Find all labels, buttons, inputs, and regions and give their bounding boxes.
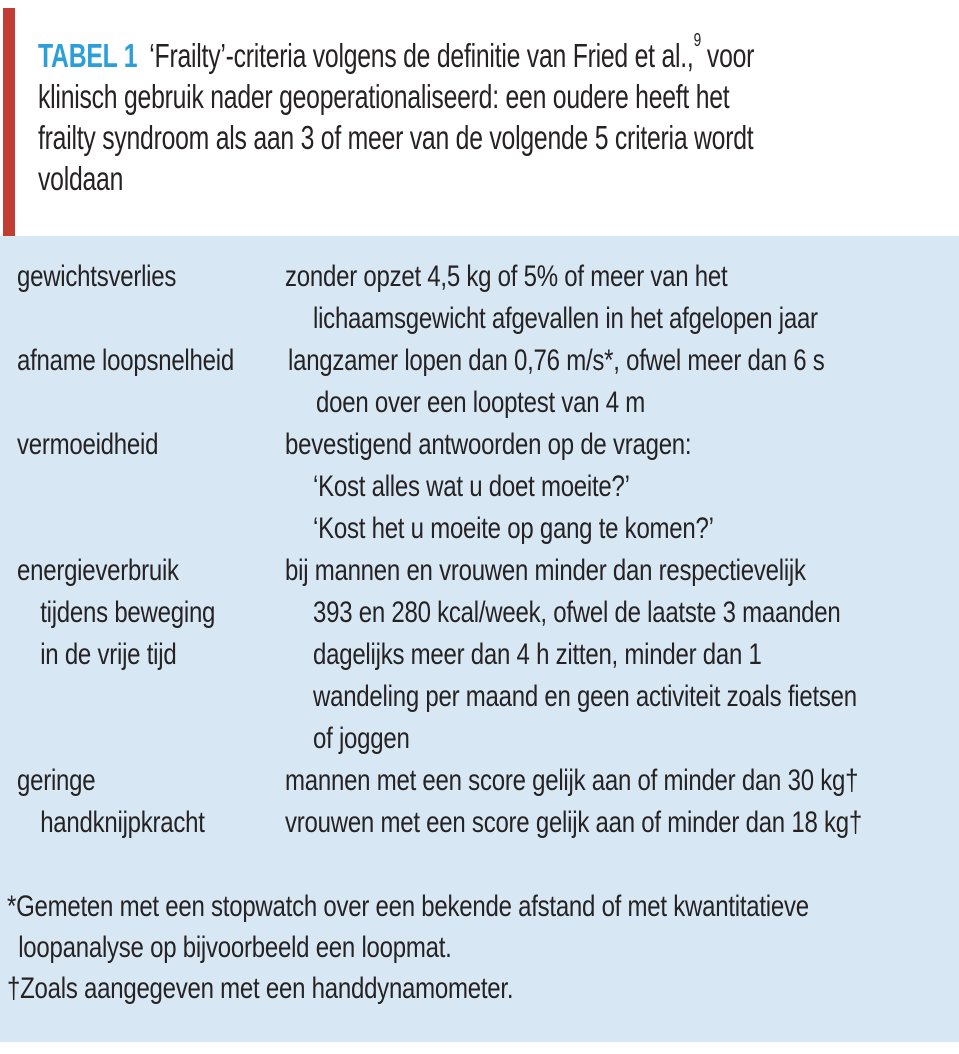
criterion-description — [285, 550, 959, 760]
table-header — [38, 29, 953, 199]
term-line: afname loopsnelheid — [17, 344, 234, 377]
desc-line: zonder opzet 4,5 kg of 5% of meer van het — [285, 260, 728, 293]
criterion-description — [285, 760, 959, 844]
desc-line: lichaamsgewicht afgevallen in het afgelopen jaar — [313, 302, 818, 335]
table-label: TABEL 1 — [38, 37, 138, 74]
criterion-row — [0, 424, 959, 550]
reference-superscript: 9 — [693, 29, 701, 50]
desc-line: dagelijks meer dan 4 h zitten, minder dan 1 — [313, 638, 762, 671]
criterion-term — [0, 760, 285, 844]
title-line: frailty syndroom als aan 3 of meer van de volgende 5 criteria wordt — [38, 119, 754, 156]
title-line: voldaan — [38, 160, 124, 197]
desc-line: 393 en 280 kcal/week, ofwel de laatste 3 maanden — [313, 596, 841, 629]
desc-line: mannen met een score gelijk aan of minder dan 30 kg† — [285, 764, 859, 797]
desc-line: vrouwen met een score gelijk aan of minder dan 18 kg† — [285, 806, 862, 839]
desc-line: wandeling per maand en geen activiteit zoals fietsen — [313, 680, 857, 713]
criterion-description — [285, 256, 959, 340]
desc-line: bevestigend antwoorden op de vragen: — [285, 428, 692, 461]
desc-line: of joggen — [313, 722, 410, 755]
desc-line: langzamer lopen dan 0,76 m/s*, ofwel meer dan 6 s — [288, 344, 825, 377]
term-line: vermoeidheid — [17, 428, 159, 461]
criterion-row — [0, 256, 959, 340]
term-line: in de vrije tijd — [40, 638, 177, 671]
title-text-tail: voor — [706, 37, 755, 74]
term-line: gewichtsverlies — [17, 260, 177, 293]
desc-line: ‘Kost alles wat u doet moeite?’ — [313, 470, 630, 503]
criterion-term — [0, 340, 288, 424]
criterion-description — [288, 340, 959, 424]
criteria-panel — [0, 236, 959, 1042]
criterion-row — [0, 550, 959, 760]
title-line: klinisch gebruik nader geoperationaliseerd: een oudere heeft het — [38, 78, 730, 115]
footnote-line: †Zoals aangegeven met een handdynamometer. — [7, 972, 514, 1005]
desc-line: doen over een looptest van 4 m — [316, 386, 646, 419]
criterion-row — [0, 760, 959, 844]
footnotes — [0, 886, 959, 1009]
criterion-description — [285, 424, 959, 550]
title-text: ‘Frailty’-criteria volgens de definitie van Fried et al., — [149, 37, 694, 74]
desc-line: ‘Kost het u moeite op gang te komen?’ — [313, 512, 714, 545]
footnote-line: *Gemeten met een stopwatch over een bekende afstand of met kwantitatieve — [7, 890, 809, 923]
footnote-line: loopanalyse op bijvoorbeeld een loopmat. — [18, 931, 452, 964]
criterion-term — [0, 424, 285, 550]
criterion-term — [0, 550, 285, 760]
term-line: handknijpkracht — [40, 806, 205, 839]
desc-line: bij mannen en vrouwen minder dan respectievelijk — [285, 554, 806, 587]
criterion-term — [0, 256, 285, 340]
term-line: geringe — [17, 764, 96, 797]
criterion-row — [0, 340, 959, 424]
term-line: tijdens beweging — [40, 596, 216, 629]
term-line: energieverbruik — [17, 554, 179, 587]
accent-bar — [3, 8, 15, 236]
title-line — [38, 29, 755, 76]
